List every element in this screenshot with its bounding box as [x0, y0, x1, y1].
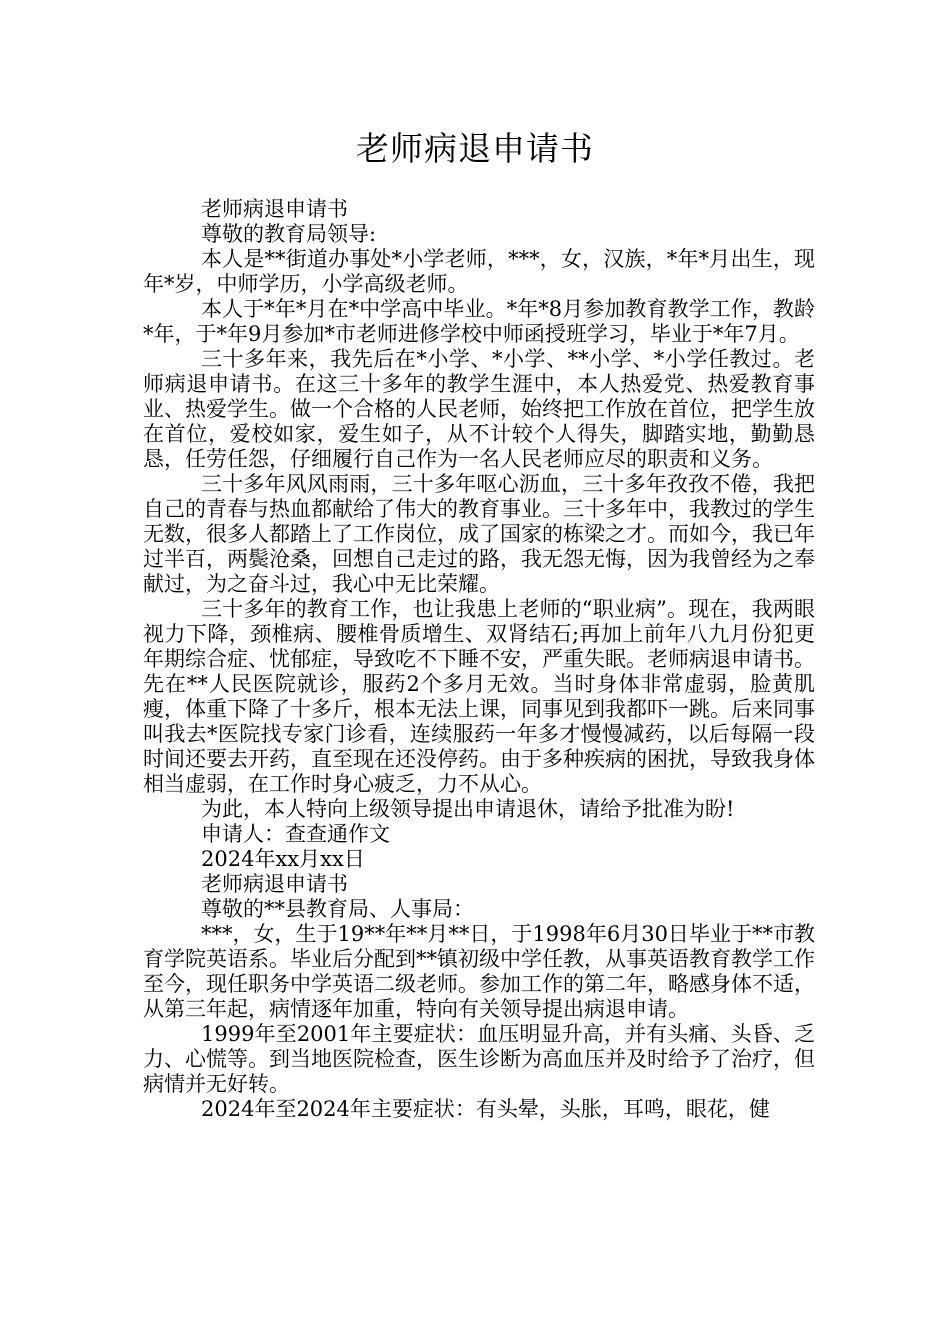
paragraph: 本人于*年*月在*中学高中毕业。*年*8月参加教育教学工作，教龄*年，于*年9月参加*市老师进修学校中师函授班学习，毕业于*年7月。 [143, 297, 815, 346]
applicant-line: 申请人：查查通作文 [201, 822, 390, 846]
document-body [143, 197, 815, 1122]
date-line: 2024年xx月xx日 [201, 847, 365, 871]
paragraph-heading: 老师病退申请书 [201, 872, 348, 896]
paragraph: 为此，本人特向上级领导提出申请退休，请给予批准为盼! [201, 797, 735, 821]
paragraph: 2024年至2024年主要症状：有头晕，头胀，耳鸣，眼花，健 [201, 1097, 770, 1121]
paragraph: 本人是**街道办事处*小学老师，***，女，汉族，*年*月出生，现年*岁，中师学历，小学高级老师。 [143, 247, 815, 296]
paragraph-salutation: 尊敬的**县教育局、人事局： [201, 897, 474, 921]
paragraph-heading: 老师病退申请书 [201, 197, 348, 221]
paragraph: 三十多年风风雨雨，三十多年呕心沥血，三十多年孜孜不倦，我把自己的青春与热血都献给了伟大的教育事业。三十多年中，我教过的学生无数，很多人都踏上了工作岗位，成了国家的栋梁之才。而如今，我已年过半百，两鬓沧桑，回想自己走过的路，我无怨无悔，因为我曾经为之奉献过，为之奋斗过，我心中无比荣耀。 [143, 472, 815, 596]
document-title: 老师病退申请书 [356, 129, 594, 168]
paragraph: ***，女，生于19**年**月**日，于1998年6月30日毕业于**市教育学院英语系。毕业后分配到**镇初级中学任教，从事英语教育教学工作至今，现任职务中学英语二级老师。参加工作的第二年，略感身体不适，从第三年起，病情逐年加重，特向有关领导提出病退申请。 [143, 922, 815, 1021]
paragraph-salutation: 尊敬的教育局领导: [201, 222, 377, 246]
paragraph: 三十多年来，我先后在*小学、*小学、**小学、*小学任教过。老师病退申请书。在这三十多年的教学生涯中，本人热爱党、热爱教育事业、热爱学生。做一个合格的人民老师，始终把工作放在首位，把学生放在首位，爱校如家，爱生如子，从不计较个人得失，脚踏实地，勤勤恳恳，任劳任怨，仔细履行自己作为一名人民老师应尽的职责和义务。 [143, 347, 815, 471]
paragraph: 1999年至2001年主要症状：血压明显升高，并有头痛、头昏、乏力、心慌等。到当地医院检查，医生诊断为高血压并及时给予了治疗，但病情并无好转。 [143, 1022, 815, 1096]
paragraph: 三十多年的教育工作，也让我患上老师的“职业病”。现在，我两眼视力下降，颈椎病、腰椎骨质增生、双肾结石;再加上前年八九月份犯更年期综合症、忧郁症，导致吃不下睡不安，严重失眠。老师病退申请书。先在**人民医院就诊，服药2个多月无效。当时身体非常虚弱，脸黄肌瘦，体重下降了十多斤，根本无法上课，同事见到我都吓一跳。后来同事叫我去*医院找专家门诊看，连续服药一年多才慢慢减药，以后每隔一段时间还要去开药，直至现在还没停药。由于多种疾病的困扰，导致我身体相当虚弱，在工作时身心疲乏，力不从心。 [143, 597, 815, 796]
